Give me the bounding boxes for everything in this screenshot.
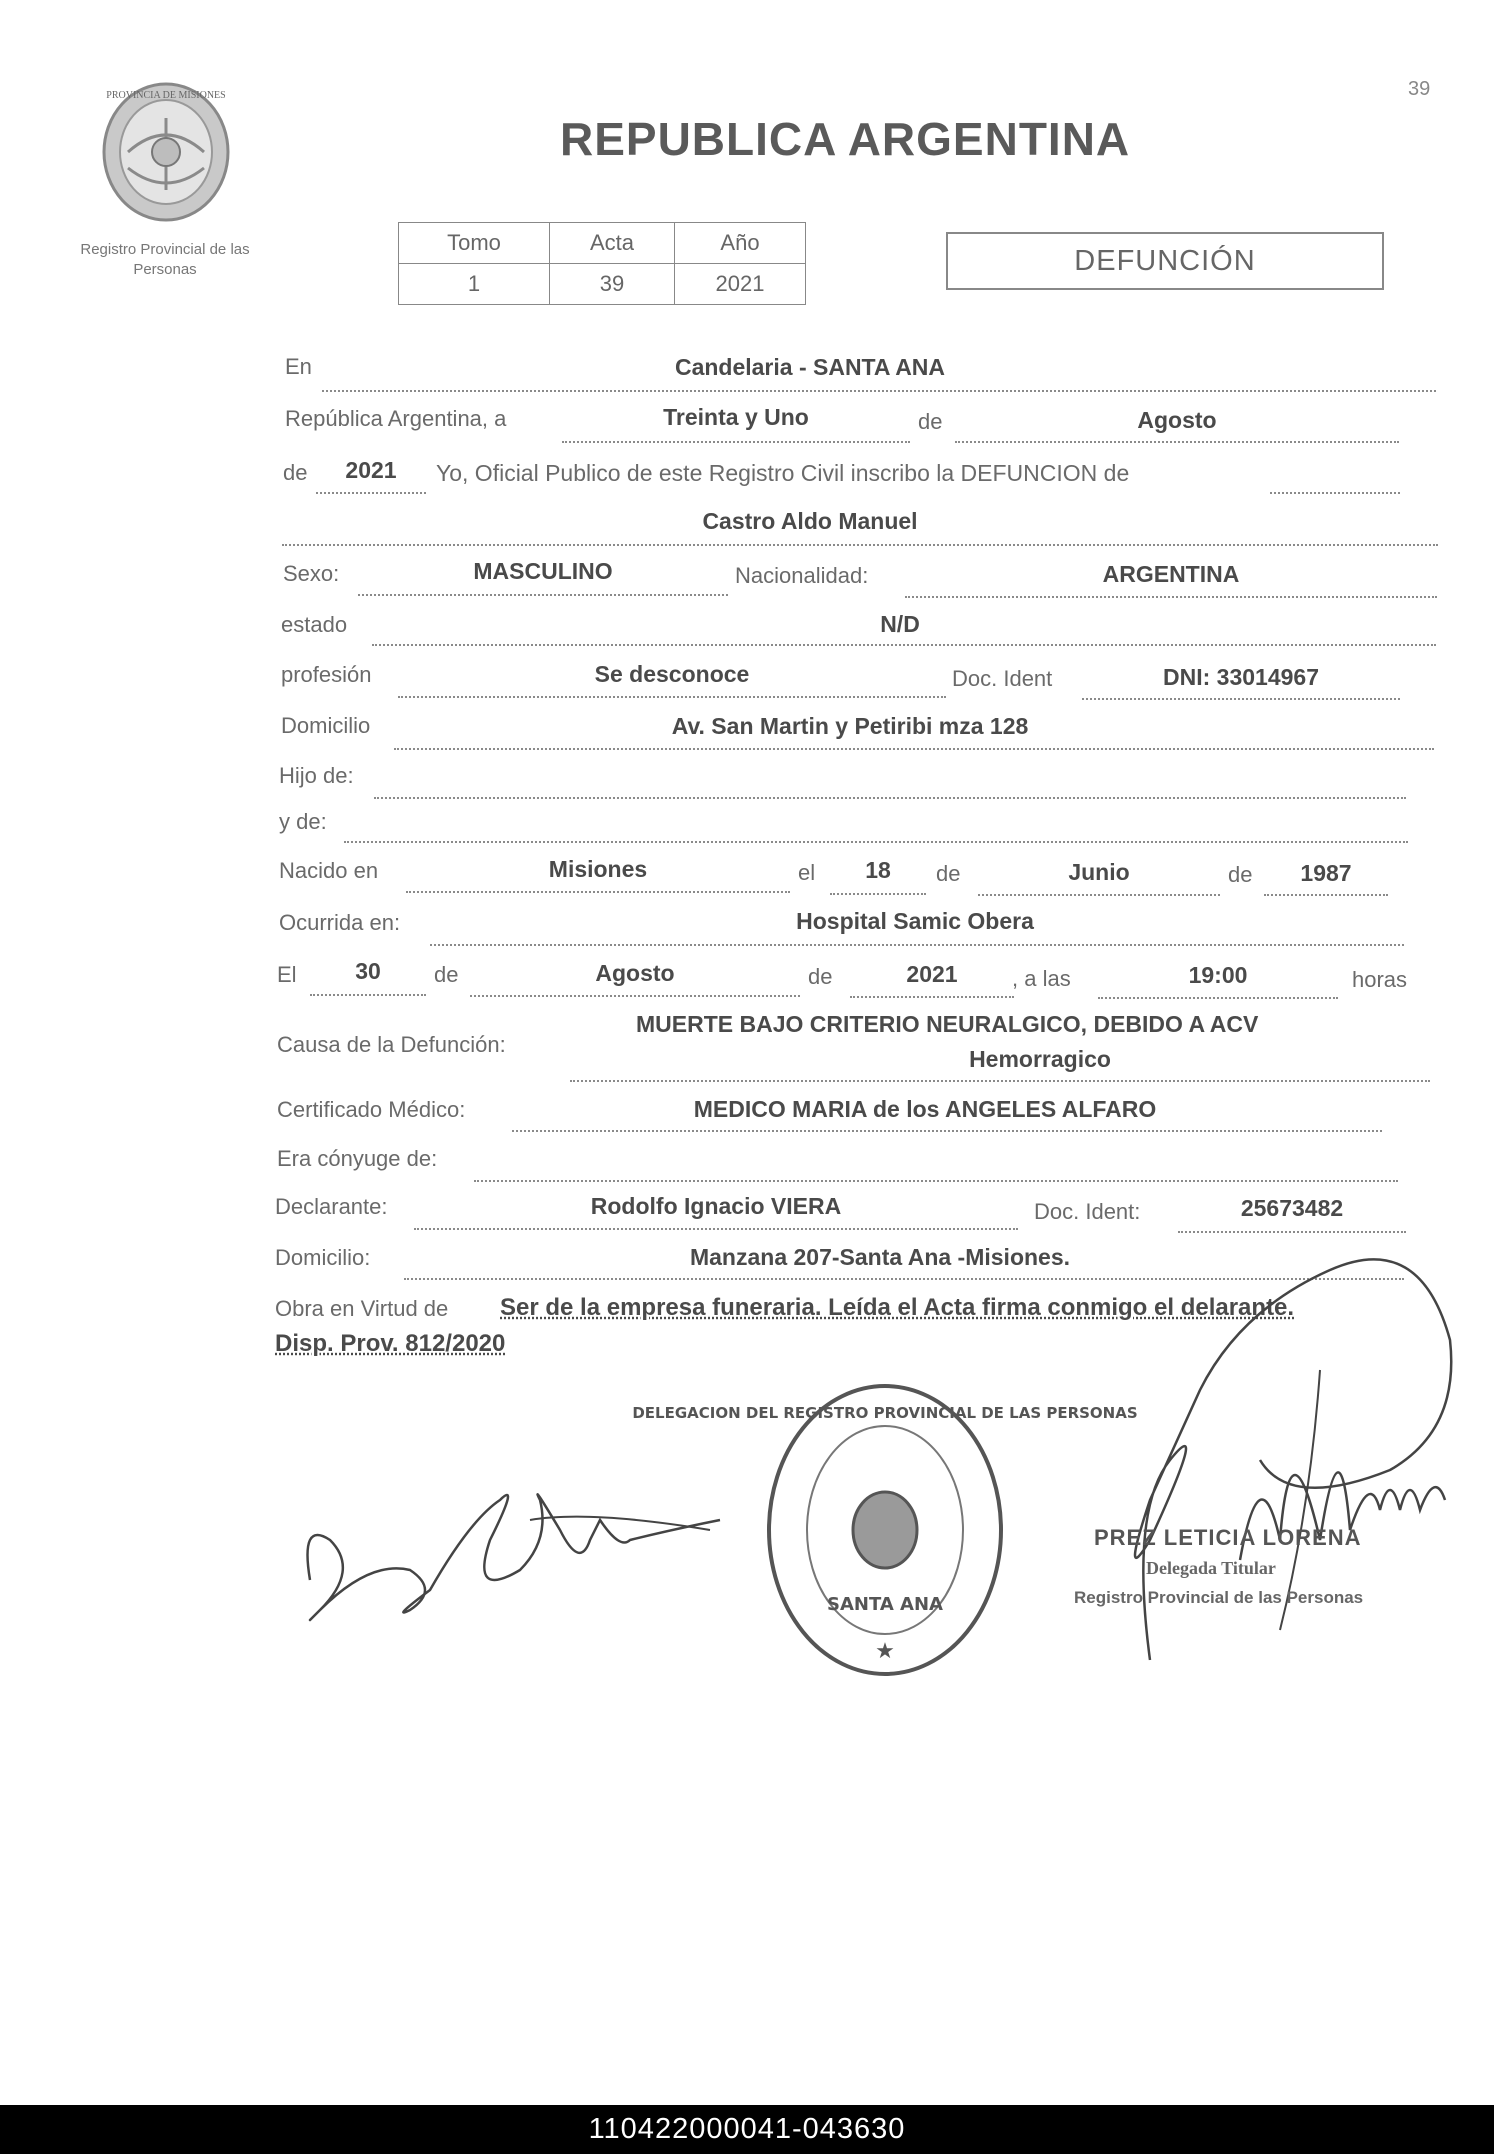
a-las-label: , a las (1012, 966, 1071, 991)
nacido-year: 1987 (1300, 860, 1352, 886)
crest-caption: Registro Provincial de las Personas (80, 241, 250, 278)
ocurrida-value: Hospital Samic Obera (796, 908, 1034, 934)
declarante-value: Rodolfo Ignacio VIERA (590, 1193, 842, 1219)
year-value: 2021 (345, 457, 397, 483)
hijo-label: Hijo de: (279, 763, 354, 788)
death-year: 2021 (906, 961, 958, 987)
day-value: Treinta y Uno (663, 404, 809, 430)
death-day: 30 (355, 958, 381, 984)
obra-label: Obra en Virtud de (275, 1296, 449, 1321)
official-office: Registro Provincial de las Personas (1074, 1588, 1364, 1607)
disp-value: Disp. Prov. 812/2020 (275, 1330, 506, 1357)
inscribo-text: Yo, Oficial Publico de este Registro Civil inscribo la DEFUNCION de (436, 460, 1130, 486)
horas-label: horas (1352, 967, 1408, 992)
doc-ident-value-2: 25673482 (1240, 1195, 1344, 1221)
barcode-footer: 110422000041-043630 (0, 2105, 1494, 2154)
certificado-value: MEDICO MARIA de los ANGELES ALFARO (693, 1096, 1157, 1122)
nacido-day: 18 (865, 857, 891, 883)
nacido-place: Misiones (548, 856, 648, 882)
causa-label: Causa de la Defunción: (277, 1032, 506, 1057)
province-crest-icon (98, 78, 234, 226)
declarante-label: Declarante: (275, 1194, 388, 1219)
en-label: En (285, 354, 312, 379)
estado-label: estado (281, 612, 348, 637)
doc-ident-label-2: Doc. Ident: (1034, 1199, 1141, 1224)
table-value-tomo: 1 (399, 264, 550, 305)
de-label-2: de (283, 460, 308, 485)
obra-value: Ser de la empresa funeraria. Leída el Acta firma conmigo el delarante. (500, 1294, 1295, 1321)
doc-ident-label: Doc. Ident (952, 666, 1053, 691)
de-label-6: de (808, 964, 833, 989)
nacionalidad-label: Nacionalidad: (735, 563, 869, 588)
table-value-ano: 2021 (675, 264, 806, 305)
causa-line-1: MUERTE BAJO CRITERIO NEURALGICO, DEBIDO A ACV (636, 1011, 1259, 1037)
document-title: REPUBLICA ARGENTINA (560, 113, 1131, 165)
profesion-value: Se desconoce (594, 661, 750, 687)
sexo-label: Sexo: (283, 561, 340, 586)
domicilio-value-2: Manzana 207-Santa Ana -Misiones. (689, 1244, 1071, 1270)
de-label-4: de (1228, 862, 1253, 887)
official-name: PREZ LETICIA LORENA (1094, 1525, 1362, 1550)
crest-lettering: PROVINCIA DE MISIONES (106, 90, 226, 101)
svg-text:★: ★ (875, 1639, 895, 1664)
stamp-ring-text: DELEGACION DEL REGISTRO PROVINCIAL DE LAS PERSONAS (632, 1404, 1138, 1422)
ocurrida-label: Ocurrida en: (279, 910, 401, 935)
month-value: Agosto (1137, 407, 1217, 433)
y-de-label: y de: (279, 809, 327, 834)
table-header-ano: Año (675, 223, 806, 264)
de-label-5: de (434, 962, 459, 987)
el-label-2: El (277, 962, 297, 987)
page-number: 39 (1408, 78, 1431, 100)
official-role: Delegada Titular (1146, 1558, 1276, 1578)
conyuge-label: Era cónyuge de: (277, 1146, 438, 1171)
profesion-label: profesión (281, 662, 372, 687)
domicilio-label: Domicilio (281, 713, 371, 738)
deceased-name: Castro Aldo Manuel (702, 508, 918, 534)
doc-ident-value: DNI: 33014967 (1163, 664, 1319, 690)
table-header-tomo: Tomo (399, 223, 550, 264)
nacido-month: Junio (1068, 859, 1130, 885)
sexo-value: MASCULINO (473, 558, 613, 584)
record-type-box: DEFUNCIÓN (946, 232, 1384, 290)
declarant-signature (290, 1460, 730, 1640)
table-value-acta: 39 (550, 264, 675, 305)
republica-label: República Argentina, a (285, 406, 507, 431)
stamp-inner-text: SANTA ANA (827, 1594, 943, 1615)
estado-value: N/D (880, 611, 920, 637)
causa-line-2: Hemorragico (969, 1046, 1111, 1072)
nacido-label: Nacido en (279, 858, 379, 883)
nacionalidad-value: ARGENTINA (1102, 561, 1240, 587)
record-reference-table (398, 222, 806, 305)
table-header-acta: Acta (550, 223, 675, 264)
domicilio-value: Av. San Martin y Petiribi mza 128 (671, 713, 1029, 739)
de-label-3: de (936, 861, 961, 886)
death-month: Agosto (595, 960, 675, 986)
santa-ana-stamp (632, 1378, 1138, 1682)
place-value: Candelaria - SANTA ANA (674, 354, 946, 380)
domicilio-label-2: Domicilio: (275, 1245, 371, 1270)
certificado-label: Certificado Médico: (277, 1097, 466, 1122)
death-time: 19:00 (1188, 962, 1248, 988)
de-label-1: de (918, 409, 943, 434)
el-label: el (798, 860, 816, 885)
